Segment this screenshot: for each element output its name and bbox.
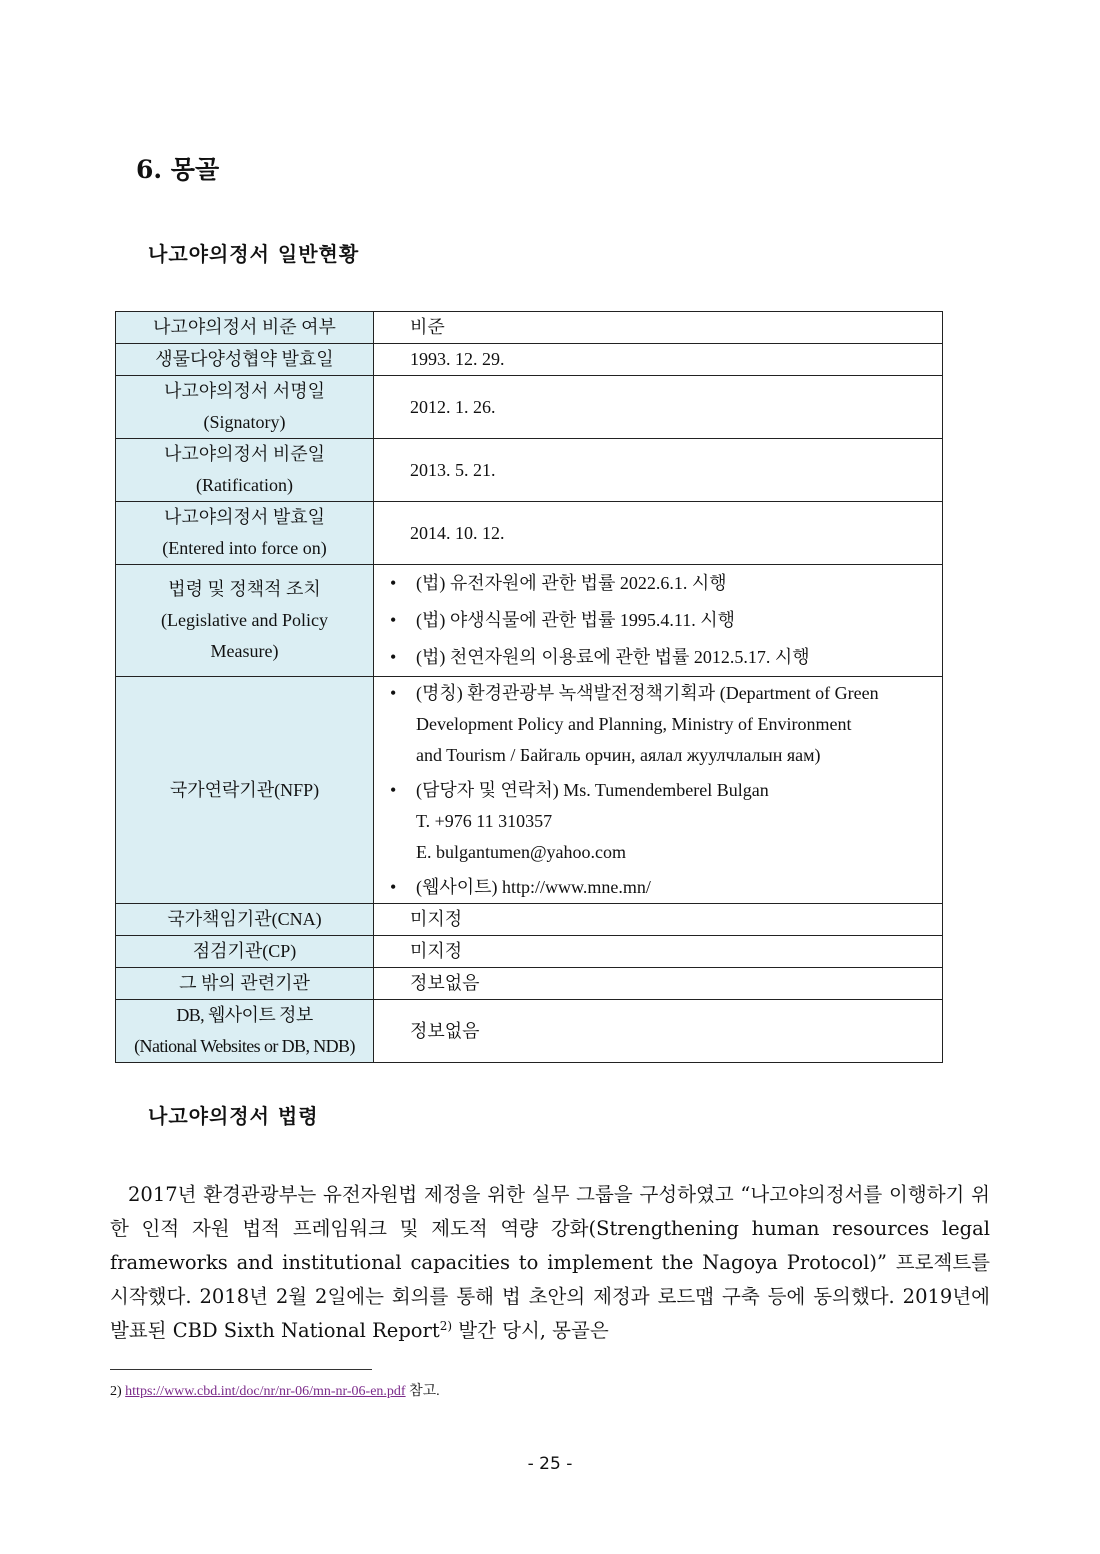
section-title-legislation: 나고야의정서 법령 <box>148 1104 319 1128</box>
list-item: • (법) 천연자원의 이용료에 관한 법률 2012.5.17. 시행 <box>384 639 942 676</box>
row-value: 미지정 <box>374 936 943 968</box>
row-value: 정보없음 <box>374 968 943 1000</box>
footnote-marker: 2) <box>110 1384 122 1399</box>
page-heading: 6. 몽골 <box>136 155 220 184</box>
table-row <box>116 936 943 968</box>
paragraph-text-tail: 발간 당시, 몽골은 <box>452 1319 609 1342</box>
footnote-ref[interactable]: 2) <box>439 1319 453 1333</box>
table-row <box>116 502 943 565</box>
table-row <box>116 1000 943 1063</box>
footnote-link[interactable]: https://www.cbd.int/doc/nr/nr-06/mn-nr-06-en.pdf <box>125 1384 406 1399</box>
row-label: 나고야의정서 비준 여부 <box>116 312 374 344</box>
label-line: 나고야의정서 발효일 <box>164 507 325 527</box>
general-status-table <box>115 311 943 1063</box>
list-item: • (법) 유전자원에 관한 법률 2022.6.1. 시행 <box>384 565 942 602</box>
footnote <box>110 1380 440 1400</box>
list-line: • (명칭) 환경관광부 녹색발전정책기획과 (Department of Green <box>416 682 879 703</box>
list-line: and Tourism / Байгаль орчин, аялал жуулчлалын яам) <box>416 744 821 765</box>
row-label: 점검기관(CP) <box>116 936 374 968</box>
row-label <box>116 1000 374 1063</box>
list-line: • (웹사이트) http://www.mne.mn/ <box>416 876 651 897</box>
row-label <box>116 439 374 502</box>
list-item: • (법) 야생식물에 관한 법률 1995.4.11. 시행 <box>384 602 942 639</box>
table-row <box>116 968 943 1000</box>
row-label <box>116 565 374 677</box>
list-line: • (담당자 및 연락처) Ms. Tumendemberel Bulgan <box>416 779 769 800</box>
row-value: 1993. 12. 29. <box>374 344 943 376</box>
measure-list <box>384 565 942 676</box>
row-label <box>116 502 374 565</box>
table-row <box>116 565 943 677</box>
row-label: 국가연락기관(NFP) <box>116 677 374 904</box>
paragraph-text: 2017년 환경관광부는 유전자원법 제정을 위한 실무 그룹을 구성하였고 “나고야의정서를 이행하기 위한 인적 자원 법적 프레임워크 및 제도적 역량 강화(Strengthening human resources legal frameworks and institutional capacities to implement the Nagoya Protocol)” 프로젝트를 시작했다. 2018년 2월 2일에는 회의를 통해 법 초안의 제정과 로드맵 구축 등에 동의했다. 2019년에 발표된 CBD Sixth National Report <box>110 1183 990 1342</box>
row-value: 2012. 1. 26. <box>374 376 943 439</box>
label-line: 나고야의정서 서명일 <box>164 381 325 401</box>
section-title-general-status: 나고야의정서 일반현황 <box>148 242 360 266</box>
label-line: (National Websites or DB, NDB) <box>134 1036 355 1056</box>
label-line: (Ratification) <box>196 475 293 495</box>
row-value: 미지정 <box>374 904 943 936</box>
label-line: 나고야의정서 비준일 <box>164 444 325 464</box>
row-value: 비준 <box>374 312 943 344</box>
table-row <box>116 439 943 502</box>
row-label <box>116 376 374 439</box>
table-row <box>116 312 943 344</box>
row-value: 2014. 10. 12. <box>374 502 943 565</box>
label-line: (Entered into force on) <box>162 538 327 558</box>
list-item <box>384 775 942 868</box>
table-row <box>116 344 943 376</box>
row-value: 정보없음 <box>374 1000 943 1063</box>
footnote-divider <box>110 1369 372 1370</box>
row-value <box>374 565 943 677</box>
page-number: - 25 - <box>527 1454 573 1474</box>
row-label: 국가책임기관(CNA) <box>116 904 374 936</box>
list-item <box>384 678 942 771</box>
label-line: DB, 웹사이트 정보 <box>176 1005 313 1025</box>
row-value: 2013. 5. 21. <box>374 439 943 502</box>
list-line: Development Policy and Planning, Ministry of Environment <box>416 713 852 734</box>
table-row <box>116 376 943 439</box>
table-row <box>116 904 943 936</box>
table-row <box>116 677 943 904</box>
label-line: (Legislative and Policy <box>161 610 328 630</box>
row-label: 그 밖의 관련기관 <box>116 968 374 1000</box>
footnote-suffix: 참고. <box>409 1384 440 1399</box>
nfp-list <box>384 678 942 903</box>
list-line: T. +976 11 310357 <box>416 810 553 831</box>
list-line: E. bulgantumen@yahoo.com <box>416 841 627 862</box>
label-line: (Signatory) <box>203 412 286 432</box>
body-paragraph <box>110 1178 990 1348</box>
label-line: 법령 및 정책적 조치 <box>168 579 321 599</box>
label-line: Measure) <box>210 641 279 661</box>
list-item <box>384 872 942 903</box>
row-label: 생물다양성협약 발효일 <box>116 344 374 376</box>
row-value <box>374 677 943 904</box>
